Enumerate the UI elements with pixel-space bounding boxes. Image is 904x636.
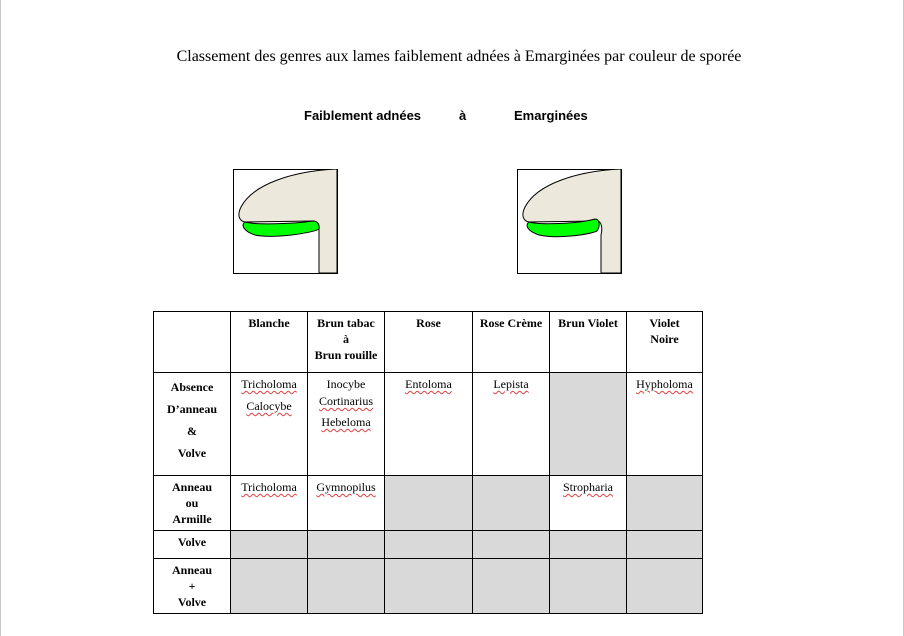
cell-absence-blanche (231, 373, 308, 476)
row-label-anneau-line3: Armille (172, 512, 212, 526)
header-brun-tabac (308, 312, 385, 373)
header-violet-noire (627, 312, 703, 373)
row-anneau-plus-volve (154, 559, 703, 614)
cell-volve-brun-empty (308, 531, 385, 559)
genus-hypholoma: Hypholoma (636, 377, 693, 391)
cell-volve-violet-noire-empty (627, 531, 703, 559)
genus-gymnopilus: Gymnopilus (316, 480, 376, 494)
row-label-absence-line4: Volve (177, 446, 207, 460)
header-rose-creme: Rose Crème (473, 312, 550, 373)
header-brun-tabac-line3: Brun rouille (314, 348, 378, 362)
mushroom-gill-adnate-icon (233, 169, 338, 274)
cell-anneau-rose-creme-empty (473, 476, 550, 531)
row-anneau-armille (154, 476, 703, 531)
row-label-absence-line2: D’anneau (166, 402, 217, 416)
cell-absence-rose (385, 373, 473, 476)
genus-lepista: Lepista (493, 377, 529, 391)
row-absence-anneau-volve (154, 373, 703, 476)
cell-anneau-blanche (231, 476, 308, 531)
header-brun-tabac-line1: Brun tabac (317, 316, 375, 330)
row-label-anneau-volve-line1: Anneau (171, 563, 212, 577)
cell-volve-rose-creme-empty (473, 531, 550, 559)
header-violet-line1: Violet (649, 316, 680, 330)
subtitle-a: à (459, 108, 467, 123)
cell-absence-brun-violet-empty (550, 373, 627, 476)
cell-volve-brun-violet-empty (550, 531, 627, 559)
subtitle-emarginees: Emarginées (514, 108, 588, 123)
row-label-absence-line1: Absence (170, 380, 214, 394)
genus-entoloma: Entoloma (405, 377, 452, 391)
cell-av-violet-noire-empty (627, 559, 703, 614)
document-title: Classement des genres aux lames faiblement adnées à Emarginées par couleur de sporée (176, 48, 742, 65)
row-label-anneau-volve-line3: Volve (177, 595, 207, 609)
gill-attachment-subtitle (0, 108, 904, 128)
cell-absence-violet-noire (627, 373, 703, 476)
row-volve (154, 531, 703, 559)
row-label-anneau (154, 476, 231, 531)
header-corner (154, 312, 231, 373)
subtitle-faiblement-adnees: Faiblement adnées (304, 108, 422, 123)
cell-anneau-violet-noire-empty (627, 476, 703, 531)
row-label-anneau-volve (154, 559, 231, 614)
row-label-volve: Volve (154, 531, 231, 559)
row-label-anneau-volve-line2: + (188, 579, 196, 593)
header-violet-line2: Noire (650, 332, 679, 346)
cell-av-brun-violet-empty (550, 559, 627, 614)
genus-calocybe: Calocybe (246, 399, 292, 413)
cell-av-blanche-empty (231, 559, 308, 614)
row-label-absence-line3: & (187, 424, 197, 438)
header-brun-violet: Brun Violet (550, 312, 627, 373)
genus-hebeloma: Hebeloma (321, 415, 371, 429)
header-brun-tabac-line2: à (343, 332, 349, 346)
header-rose: Rose (385, 312, 473, 373)
cell-av-rose-empty (385, 559, 473, 614)
cell-anneau-rose-empty (385, 476, 473, 531)
cell-anneau-brun-violet (550, 476, 627, 531)
genus-inocybe: Inocybe (326, 377, 366, 391)
cell-absence-brun (308, 373, 385, 476)
row-label-anneau-line1: Anneau (171, 480, 212, 494)
header-blanche: Blanche (231, 312, 308, 373)
cell-anneau-brun (308, 476, 385, 531)
cell-absence-rose-creme (473, 373, 550, 476)
genus-tricholoma-anneau: Tricholoma (241, 480, 297, 494)
cell-volve-rose-empty (385, 531, 473, 559)
header-row (154, 312, 703, 373)
genres-table (153, 311, 703, 614)
cell-av-rose-creme-empty (473, 559, 550, 614)
cell-volve-blanche-empty (231, 531, 308, 559)
genus-tricholoma: Tricholoma (241, 377, 297, 391)
mushroom-gill-emarginate-icon (517, 169, 622, 274)
row-label-absence (154, 373, 231, 476)
row-label-anneau-line2: ou (185, 496, 199, 510)
genus-cortinarius: Cortinarius (319, 394, 373, 408)
genus-stropharia: Stropharia (563, 480, 613, 494)
cell-av-brun-empty (308, 559, 385, 614)
